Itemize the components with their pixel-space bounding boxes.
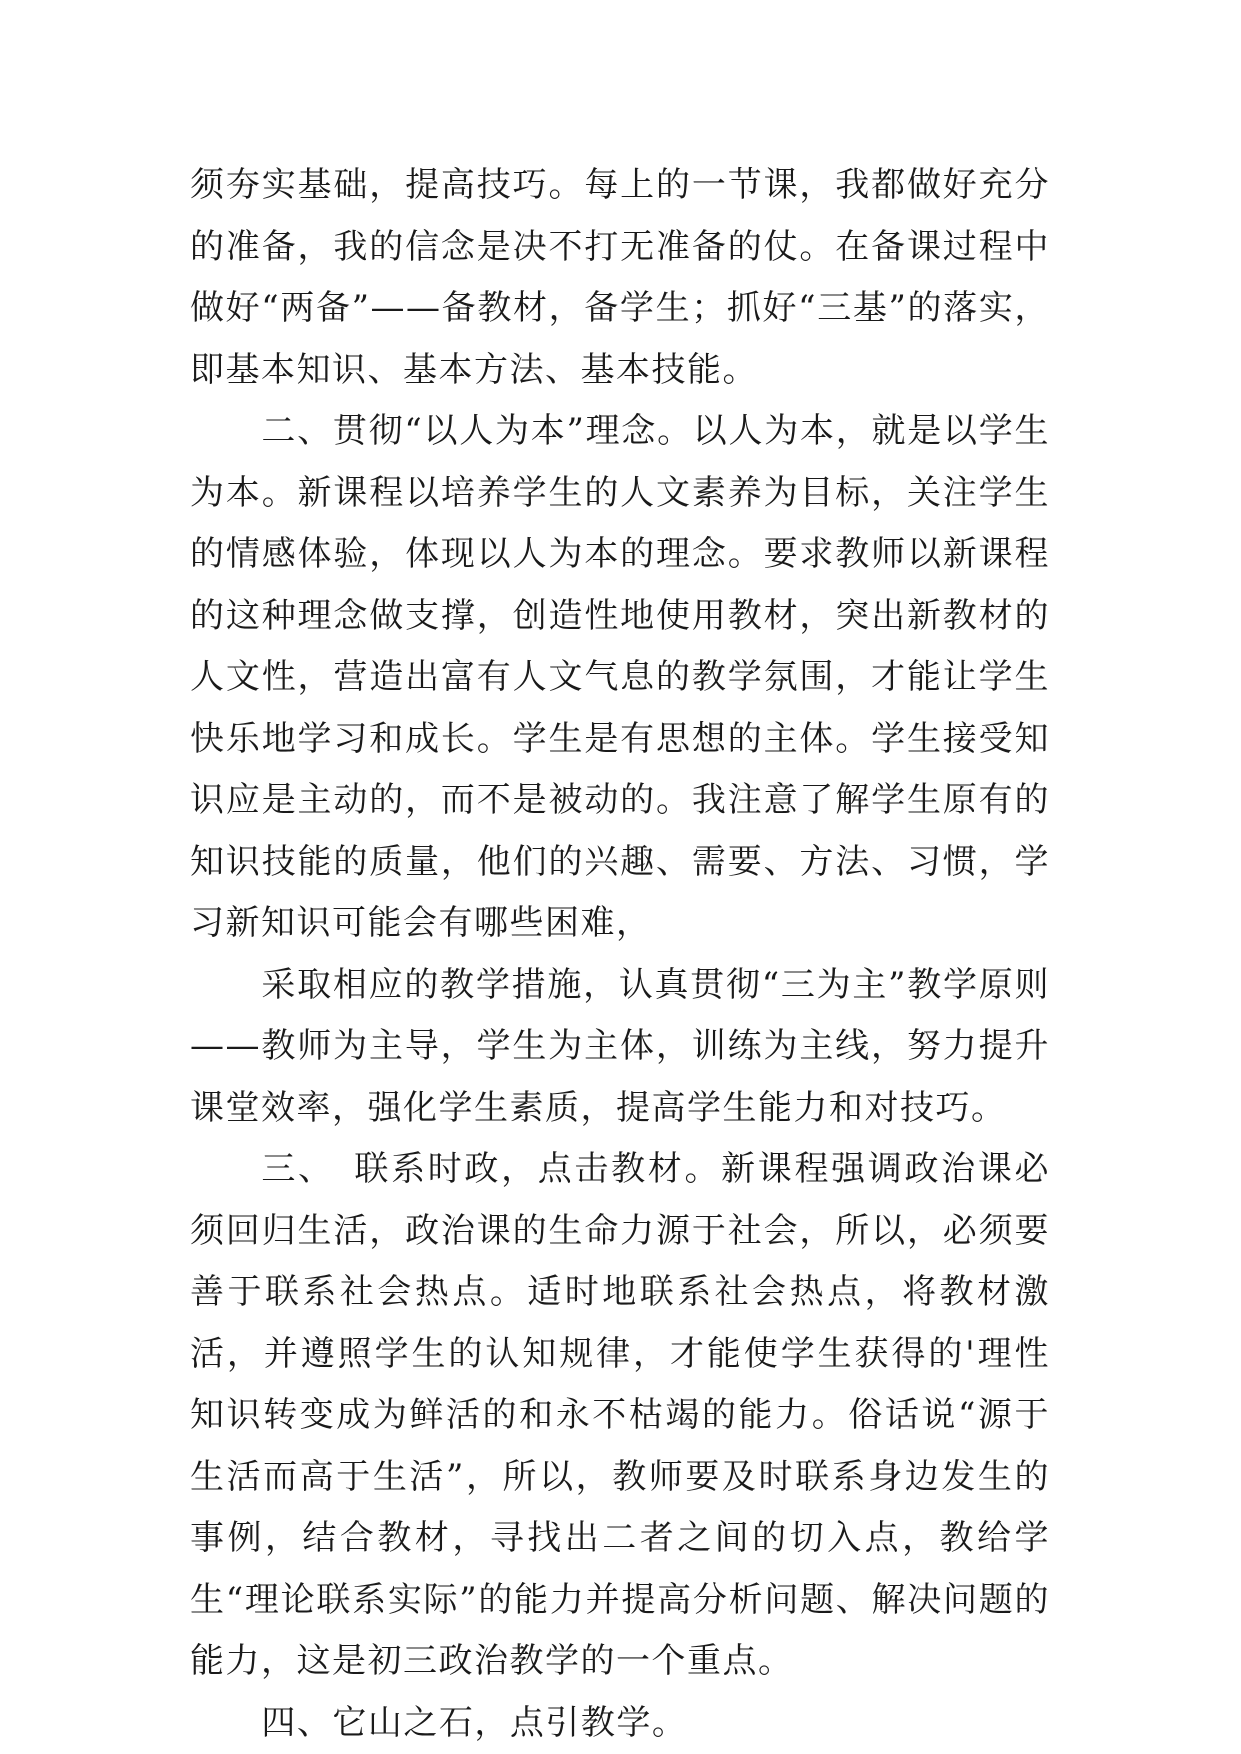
paragraph-continuation: 须夯实基础，提高技巧。每上的一节课，我都做好充分的准备，我的信念是决不打无准备的仗。在备课过程中做好“两备”——备教材，备学生；抓好“三基”的落实，即基本知识、基本方法、基本技能。 [190,165,1050,390]
paragraph-heading-four: 四、它山之石，点引教学。 [261,1702,688,1743]
paragraph-teaching-principle: 采取相应的教学措施，认真贯彻“三为主”教学原则——教师为主导，学生为主体，训练为主线，努力提升课堂效率，强化学生素质，提高学生能力和对技巧。 [190,964,1050,1128]
paragraph-current-affairs: 三、 联系时政，点击教材。新课程强调政治课必须回归生活，政治课的生命力源于社会，所以，必须要善于联系社会热点。适时地联系社会热点，将教材激活，并遵照学生的认知规律，才能使学生获得的'理性知识转变成为鲜活的和永不枯竭的能力。俗话说“源于生活而高于生活”，所以，教师要及时联系身边发生的事例，结合教材，寻找出二者之间的切入点，教给学生“理论联系实际”的能力并提高分析问题、解决问题的能力，这是初三政治教学的一个重点。 [190,1149,1050,1681]
paragraph-people-oriented: 二、贯彻“以人为本”理念。以人为本，就是以学生为本。新课程以培养学生的人文素养为目标，关注学生的情感体验，体现以人为本的理念。要求教师以新课程的这种理念做支撑，创造性地使用教材，突出新教材的人文性，营造出富有人文气息的教学氛围，才能让学生快乐地学习和成长。学生是有思想的主体。学生接受知识应是主动的，而不是被动的。我注意了解学生原有的知识技能的质量，他们的兴趣、需要、方法、习惯，学习新知识可能会有哪些困难， [190,411,1050,943]
document-body [190,155,1050,1754]
